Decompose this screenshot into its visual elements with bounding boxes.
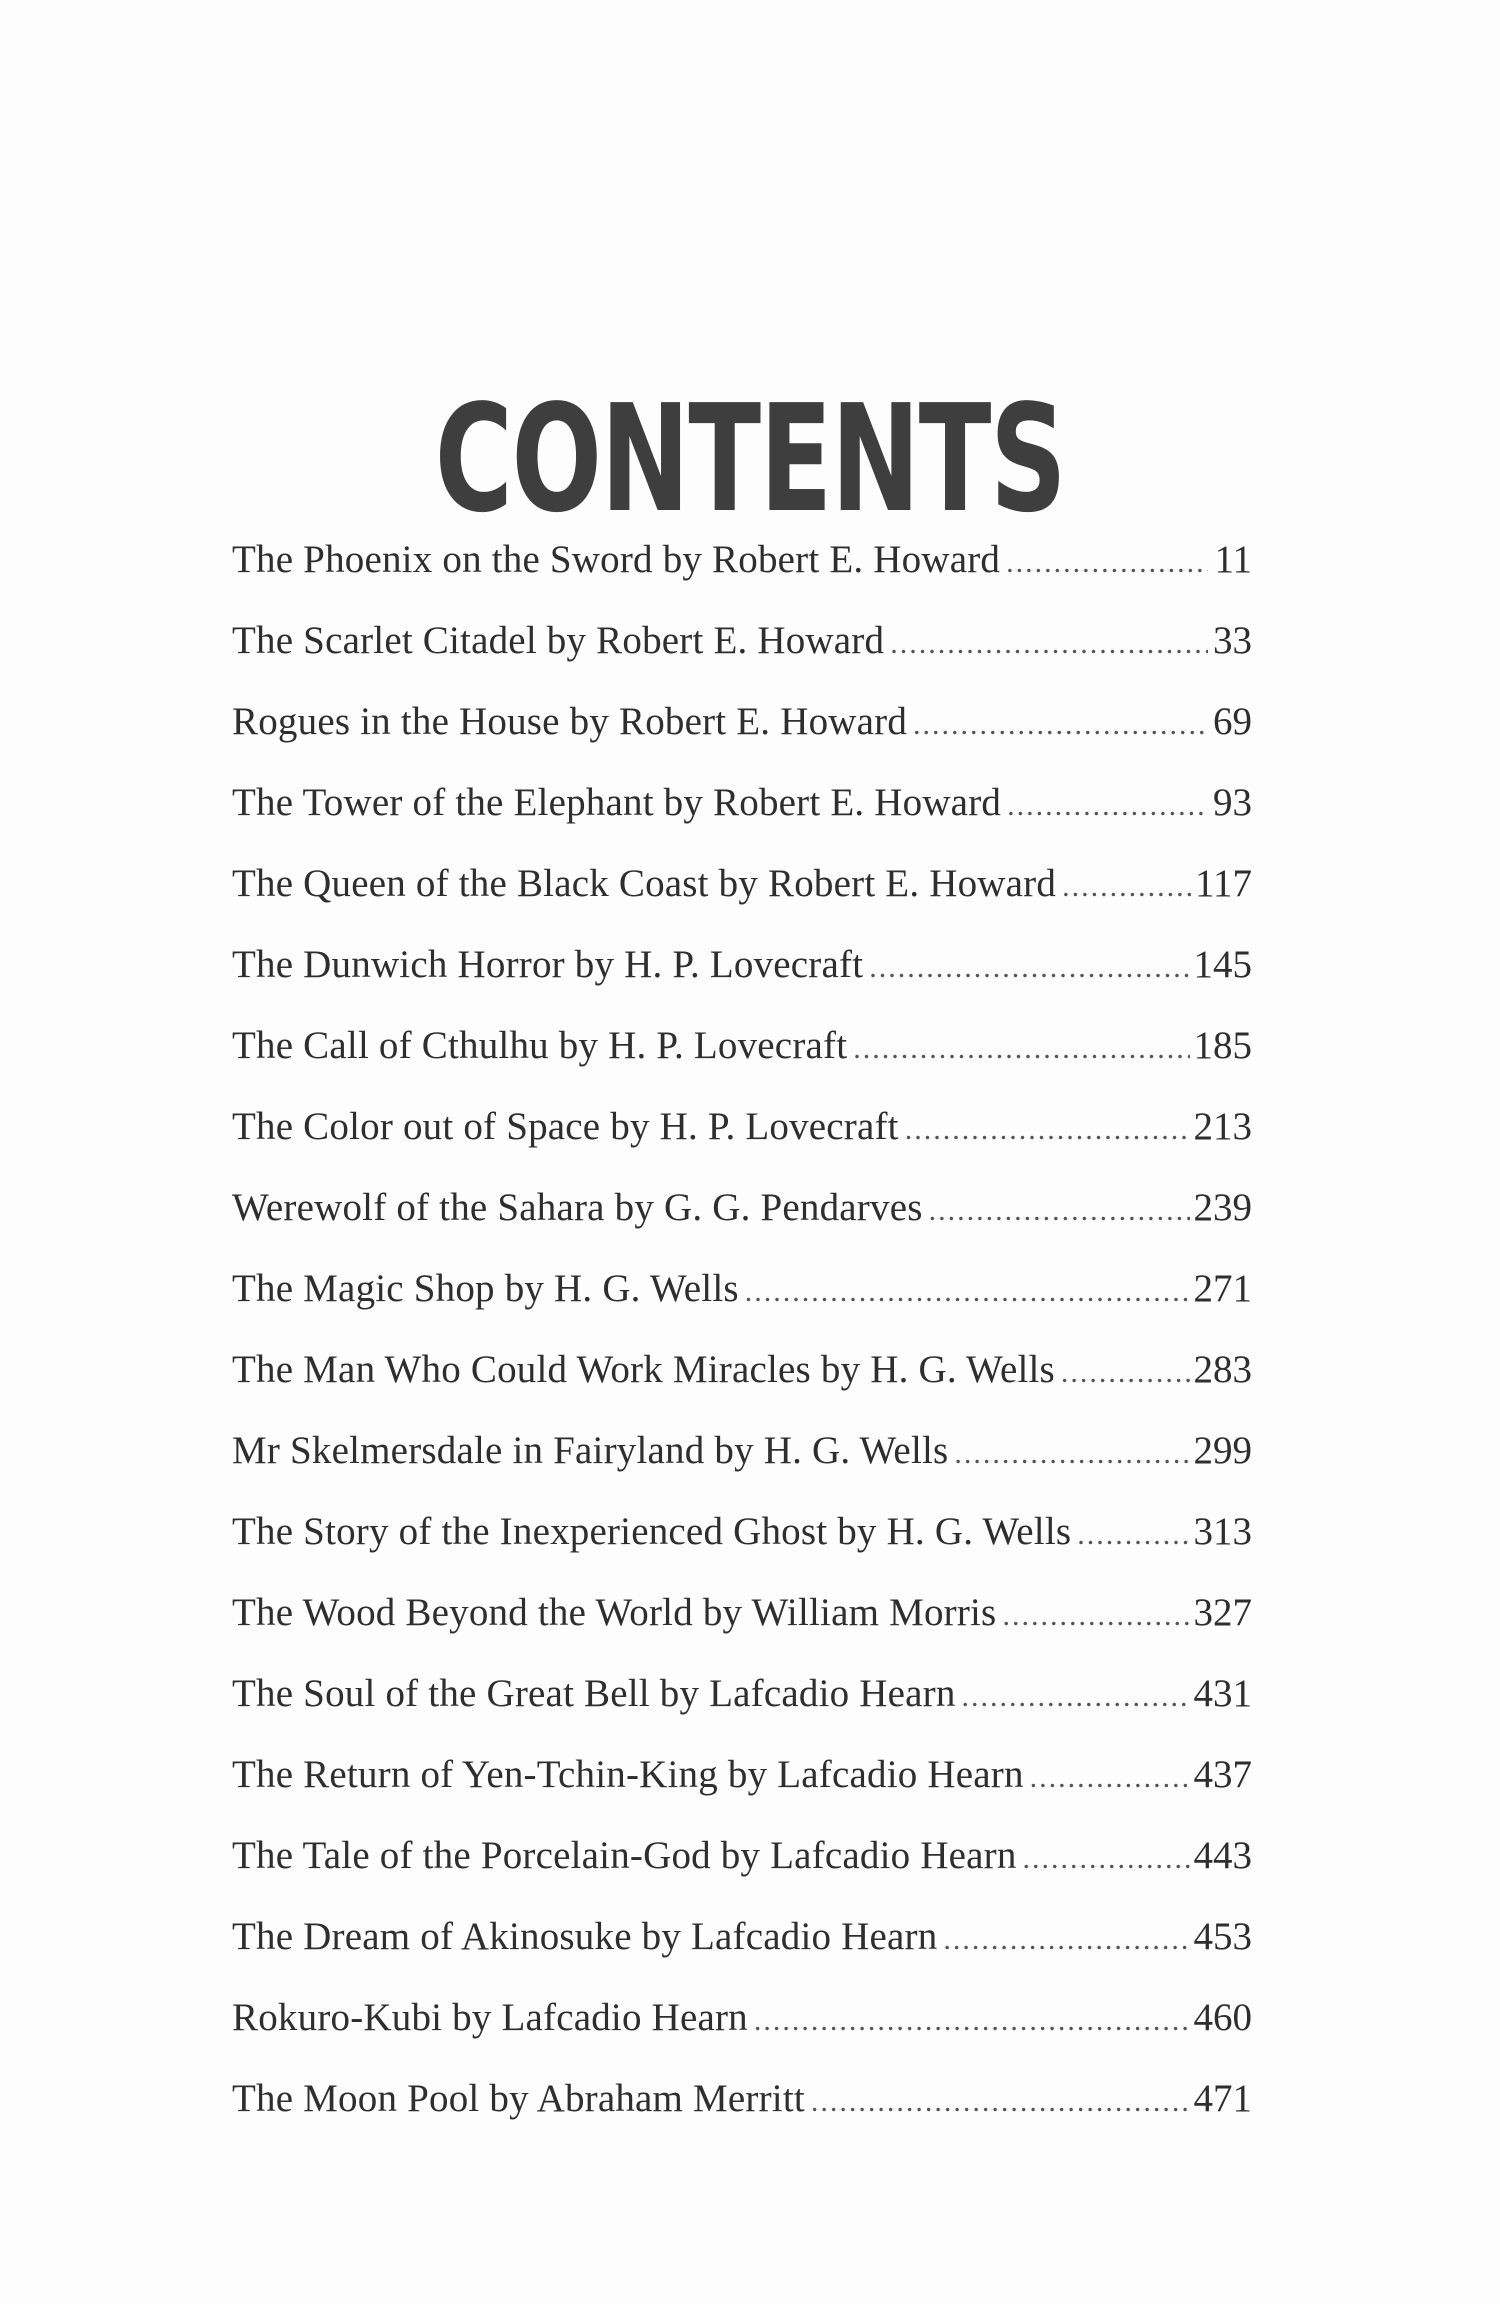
- toc-entry: [232, 692, 1252, 773]
- toc-entry-page: 453: [1193, 1915, 1252, 1958]
- toc-leader-dots: [1023, 1829, 1190, 1889]
- toc-entry-page: 239: [1193, 1186, 1252, 1229]
- toc-entry: [232, 935, 1252, 1016]
- toc-entry-page: 33: [1213, 619, 1252, 662]
- toc-entry: [232, 1178, 1252, 1259]
- toc-entry-page: 299: [1193, 1429, 1252, 1472]
- toc-leader-dots: [1061, 1343, 1190, 1403]
- toc-entry-page: 271: [1193, 1267, 1252, 1310]
- toc-entry: [232, 1745, 1252, 1826]
- toc-entry: [232, 611, 1252, 692]
- toc-entry-page: 213: [1193, 1105, 1252, 1148]
- toc-leader-dots: [943, 1910, 1189, 1970]
- toc-leader-dots: [1006, 533, 1208, 593]
- toc-entry-page: 460: [1193, 1996, 1252, 2039]
- page-title: CONTENTS: [434, 373, 1066, 546]
- toc-entry-title: The Wood Beyond the World by William Morris: [232, 1591, 997, 1634]
- toc-entry-title: The Tale of the Porcelain-God by Lafcadio Hearn: [232, 1834, 1017, 1877]
- toc-entry-page: 431: [1193, 1672, 1252, 1715]
- toc-entry-page: 145: [1193, 943, 1252, 986]
- toc-entry: [232, 1583, 1252, 1664]
- toc-entry-title: The Moon Pool by Abraham Merritt: [232, 2077, 805, 2120]
- toc-entry-title: The Queen of the Black Coast by Robert E. Howard: [232, 862, 1057, 905]
- toc-entry-title: The Return of Yen-Tchin-King by Lafcadio Hearn: [232, 1753, 1024, 1796]
- toc-entry-page: 283: [1193, 1348, 1252, 1391]
- toc-leader-dots: [1007, 776, 1208, 836]
- toc-entry: [232, 1988, 1252, 2069]
- toc-entry: [232, 1826, 1252, 1907]
- toc-entry-title: The Phoenix on the Sword by Robert E. Howard: [232, 538, 1001, 581]
- toc-entry-title: The Scarlet Citadel by Robert E. Howard: [232, 619, 885, 662]
- toc-entry: [232, 530, 1252, 611]
- toc-leader-dots: [1062, 857, 1191, 917]
- toc-leader-dots: [754, 1991, 1190, 2051]
- toc-entry-title: The Dunwich Horror by H. P. Lovecraft: [232, 943, 864, 986]
- toc-entry-title: The Soul of the Great Bell by Lafcadio Hearn: [232, 1672, 956, 1715]
- toc-entry-title: The Dream of Akinosuke by Lafcadio Hearn: [232, 1915, 938, 1958]
- toc-leader-dots: [811, 2072, 1190, 2132]
- toc-leader-dots: [890, 614, 1208, 674]
- toc-entry-title: Mr Skelmersdale in Fairyland by H. G. Wells: [232, 1429, 949, 1472]
- toc-entry: [232, 1016, 1252, 1097]
- toc-entry: [232, 1097, 1252, 1178]
- toc-leader-dots: [1077, 1505, 1189, 1565]
- toc-leader-dots: [1030, 1748, 1190, 1808]
- toc-entry-page: 185: [1193, 1024, 1252, 1067]
- toc-entry: [232, 1664, 1252, 1745]
- toc-entry: [232, 1907, 1252, 1988]
- toc-leader-dots: [869, 938, 1189, 998]
- toc-entry-title: Werewolf of the Sahara by G. G. Pendarves: [232, 1186, 923, 1229]
- toc-entry-title: The Man Who Could Work Miracles by H. G. Wells: [232, 1348, 1055, 1391]
- toc-leader-dots: [913, 695, 1208, 755]
- toc-leader-dots: [954, 1424, 1189, 1484]
- toc-entry-page: 443: [1193, 1834, 1252, 1877]
- toc-entry: [232, 1421, 1252, 1502]
- toc-entry-title: The Call of Cthulhu by H. P. Lovecraft: [232, 1024, 848, 1067]
- toc-entry-page: 117: [1194, 862, 1252, 905]
- toc-entry: [232, 1502, 1252, 1583]
- toc-entry: [232, 2069, 1252, 2150]
- toc-leader-dots: [745, 1262, 1190, 1322]
- toc-entry-title: The Magic Shop by H. G. Wells: [232, 1267, 739, 1310]
- toc-entry-page: 93: [1213, 781, 1252, 824]
- toc-entry: [232, 1259, 1252, 1340]
- toc-leader-dots: [1002, 1586, 1189, 1646]
- toc-entry-page: 313: [1193, 1510, 1252, 1553]
- toc-leader-dots: [905, 1100, 1190, 1160]
- table-of-contents: [232, 530, 1252, 2150]
- toc-entry-title: The Tower of the Elephant by Robert E. Howard: [232, 781, 1002, 824]
- toc-entry: [232, 773, 1252, 854]
- toc-entry-title: The Color out of Space by H. P. Lovecraft: [232, 1105, 899, 1148]
- toc-entry-title: The Story of the Inexperienced Ghost by H. G. Wells: [232, 1510, 1072, 1553]
- toc-entry: [232, 854, 1252, 935]
- toc-entry-page: 327: [1193, 1591, 1252, 1634]
- toc-leader-dots: [853, 1019, 1189, 1079]
- toc-entry-page: 11: [1214, 538, 1252, 581]
- toc-entry-title: Rokuro-Kubi by Lafcadio Hearn: [232, 1996, 748, 2039]
- toc-leader-dots: [962, 1667, 1190, 1727]
- toc-entry-page: 437: [1193, 1753, 1252, 1796]
- toc-leader-dots: [929, 1181, 1190, 1241]
- toc-entry: [232, 1340, 1252, 1421]
- toc-entry-page: 471: [1193, 2077, 1252, 2120]
- toc-entry-page: 69: [1213, 700, 1252, 743]
- toc-entry-title: Rogues in the House by Robert E. Howard: [232, 700, 908, 743]
